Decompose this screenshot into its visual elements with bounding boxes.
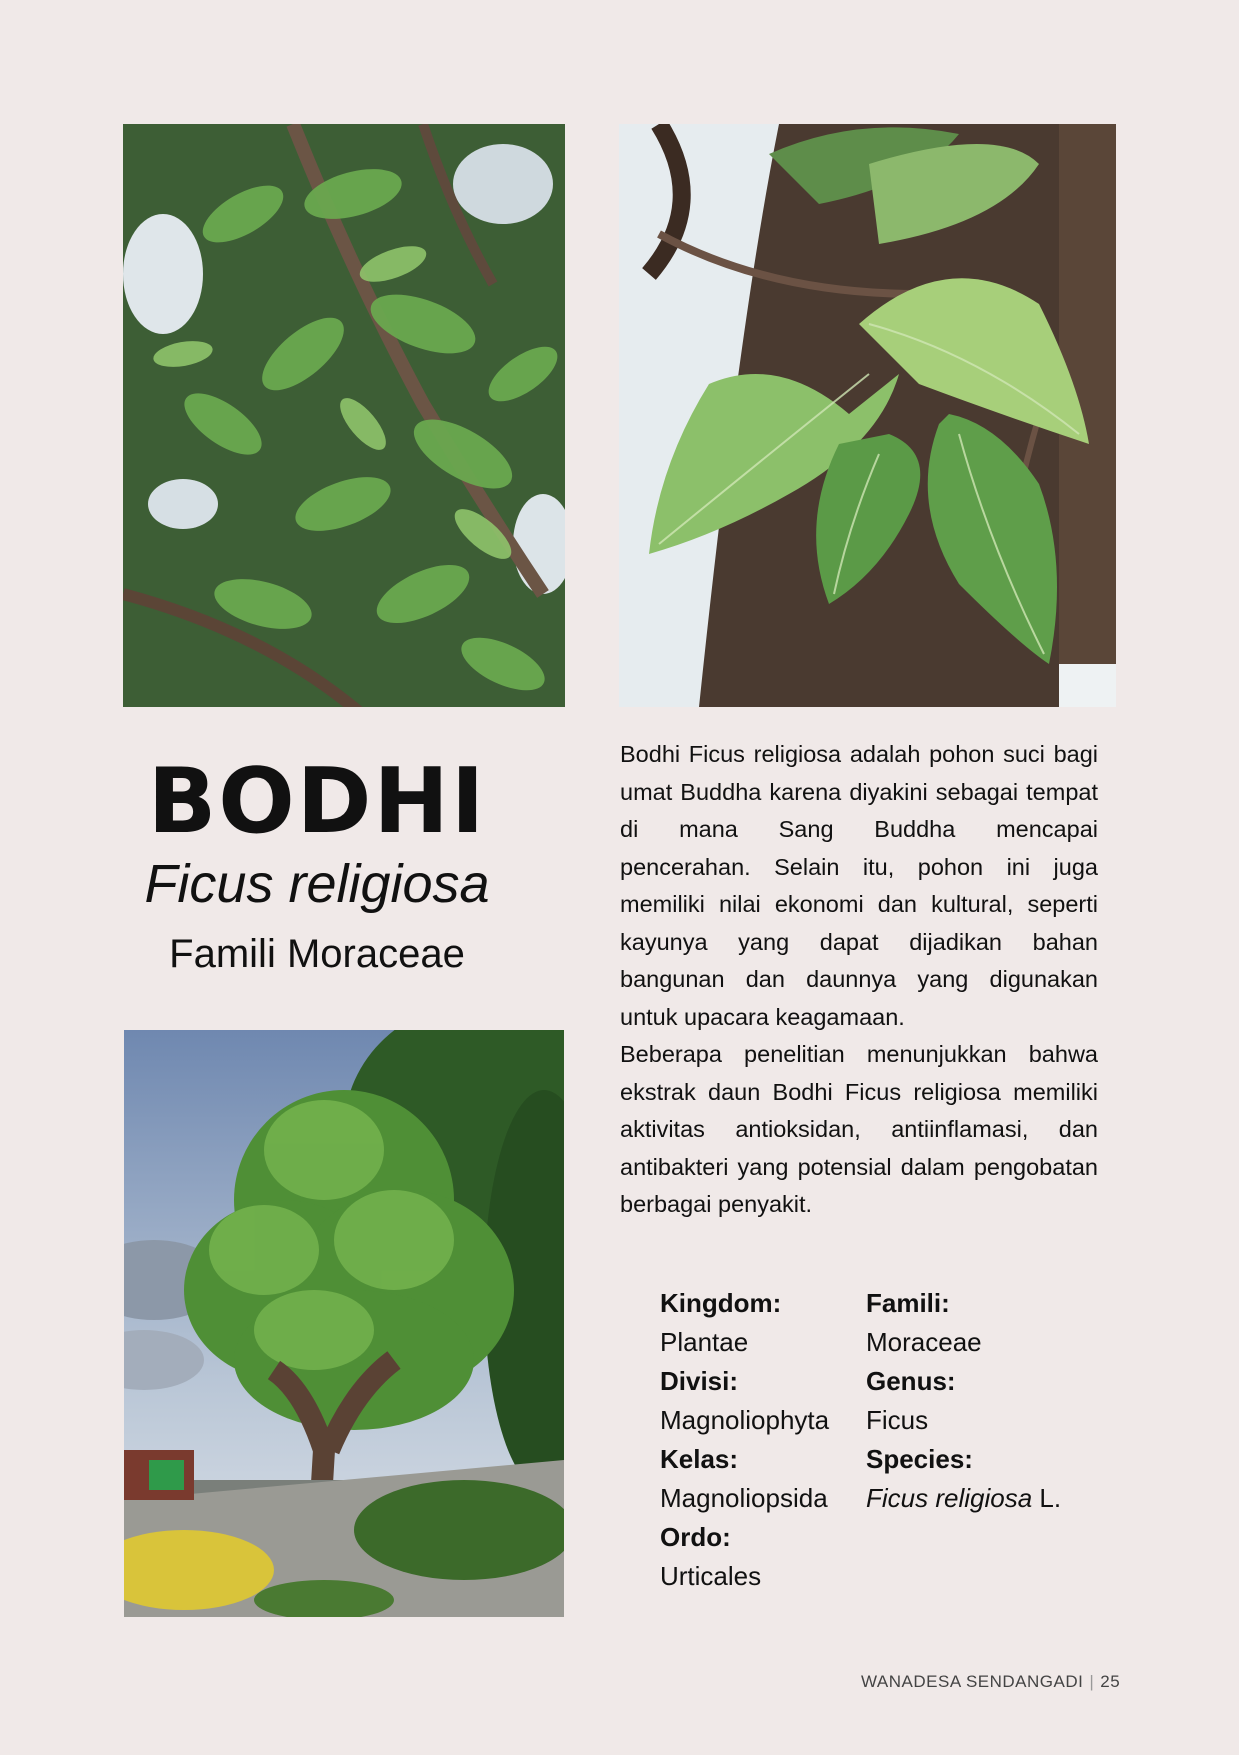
famili-label: Famili:: [866, 1288, 950, 1318]
common-name-heading: BODHI: [147, 749, 487, 854]
divisi-value: Magnoliophyta: [660, 1405, 830, 1435]
genus-label: Genus:: [866, 1366, 956, 1396]
description-text: [620, 736, 1098, 1224]
page-number: 25: [1100, 1672, 1121, 1691]
species-label: Species:: [866, 1444, 973, 1474]
taxonomy-column-left: [660, 1284, 866, 1596]
divisi-label: Divisi:: [660, 1366, 739, 1396]
species-value: [866, 1479, 1061, 1518]
family-line: Famili Moraceae: [169, 932, 465, 976]
photo-bodhi-leaves: [619, 124, 1116, 707]
kelas-label: Kelas:: [660, 1444, 739, 1474]
kingdom-value: Plantae: [660, 1327, 749, 1357]
scientific-name: Ficus religiosa: [144, 854, 490, 914]
publication-name: WANADESA SENDANGADI: [861, 1672, 1084, 1691]
species-title-block: [110, 749, 524, 984]
photo-bodhi-canopy: [123, 124, 565, 707]
description-paragraph-2: Beberapa penelitian menunjukkan bahwa ekstrak daun Bodhi Ficus religiosa memiliki aktivitas antioksidan, antiinflamasi, dan antibakteri yang potensial dalam pengobatan berbagai penyakit.: [620, 1041, 1098, 1217]
taxonomy-column-right: [866, 1284, 1061, 1596]
description-paragraph-1: Bodhi Ficus religiosa adalah pohon suci bagi umat Buddha karena diyakini sebagai tempat di mana Sang Buddha mencapai pencerahan. Selain itu, pohon ini juga memiliki nilai ekonomi dan kultural, seperti kayunya yang dapat dijadikan bahan bangunan dan daunnya yang digunakan untuk upacara keagamaan.: [620, 741, 1098, 1030]
footer-separator: |: [1089, 1672, 1095, 1691]
ordo-value: Urticales: [660, 1561, 762, 1591]
kingdom-label: Kingdom:: [660, 1288, 782, 1318]
species-value-author: L.: [1032, 1483, 1062, 1513]
kelas-value: Magnoliopsida: [660, 1483, 828, 1513]
photo-bodhi-tree: [124, 1030, 564, 1617]
page-footer: [861, 1672, 1120, 1692]
taxonomy-table: [660, 1284, 1061, 1596]
species-value-italic: Ficus religiosa: [866, 1483, 1033, 1513]
genus-value: Ficus: [866, 1405, 929, 1435]
ordo-label: Ordo:: [660, 1522, 731, 1552]
famili-value: Moraceae: [866, 1327, 982, 1357]
